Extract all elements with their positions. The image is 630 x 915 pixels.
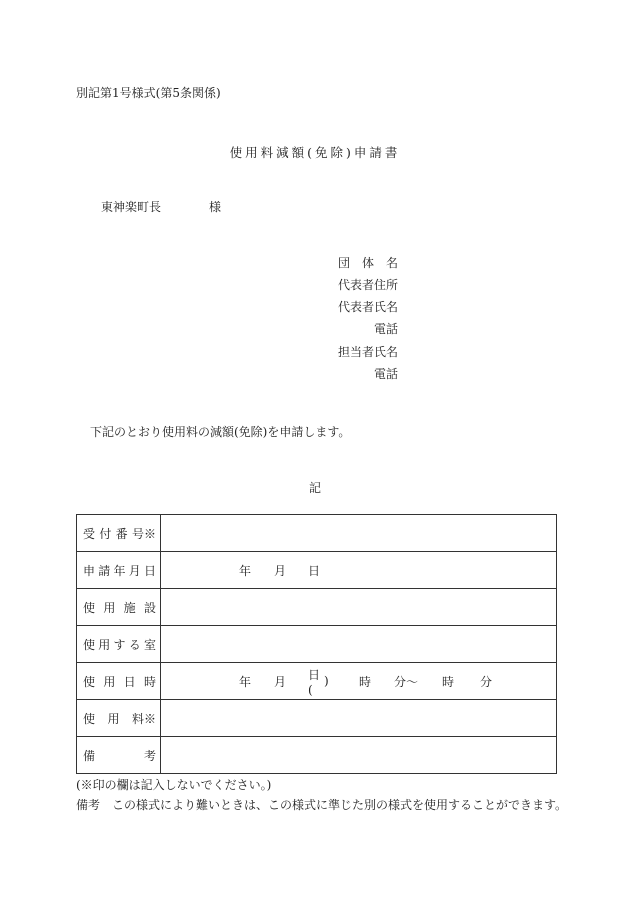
applicant-contact-phone-label: 電話 xyxy=(373,367,398,381)
applicant-rep-name-label: 代表者氏名 xyxy=(337,300,398,314)
label-char: 使 xyxy=(83,600,96,615)
facility-field[interactable] xyxy=(161,589,557,626)
label-char: 月 xyxy=(128,563,141,578)
label-char: 申 xyxy=(83,563,96,578)
label-room xyxy=(77,626,161,663)
applicant-contact-name-label: 担当者氏名 xyxy=(337,345,398,359)
label-application-date xyxy=(77,552,161,589)
label-char: る xyxy=(128,637,141,652)
dt-unit-start-hour: 時 xyxy=(359,674,372,689)
label-receipt-number xyxy=(77,515,161,552)
form-number: 別記第1号様式(第5条関係) xyxy=(76,86,221,100)
label-char: 年 xyxy=(113,563,126,578)
label-remarks xyxy=(77,737,161,774)
dt-unit-day: 日( xyxy=(308,667,321,697)
request-table xyxy=(76,514,557,774)
intro-text: 下記のとおり使用料の減額(免除)を申請します。 xyxy=(90,425,351,439)
label-char: 号※ xyxy=(131,526,156,541)
label-char: 使 xyxy=(83,674,96,689)
addressee xyxy=(101,198,221,215)
room-field[interactable] xyxy=(161,626,557,663)
label-char: 日 xyxy=(143,563,156,578)
dt-unit-start-minute: 分～ xyxy=(394,674,419,689)
remarks-field[interactable] xyxy=(161,737,557,774)
label-char: 使 xyxy=(83,711,96,726)
dt-unit-end-minute: 分 xyxy=(480,674,493,689)
receipt-number-field[interactable] xyxy=(161,515,557,552)
usage-datetime-field[interactable] xyxy=(161,663,557,700)
label-char: 備 xyxy=(83,748,96,763)
addressee-honorific: 様 xyxy=(209,200,222,214)
applicant-rep-address-label: 代表者住所 xyxy=(337,278,398,292)
dt-unit-end-hour: 時 xyxy=(442,674,455,689)
label-char: 番 xyxy=(115,526,128,541)
label-char: 用 xyxy=(103,674,116,689)
label-char: す xyxy=(113,637,126,652)
document-title: 使用料減額(免除)申請書 xyxy=(229,145,401,160)
ki-heading: 記 xyxy=(308,481,321,495)
label-facility xyxy=(77,589,161,626)
label-fee xyxy=(77,700,161,737)
table-row-receipt-number xyxy=(77,515,557,552)
label-char: 施 xyxy=(123,600,136,615)
applicant-org-name-label: 団 体 名 xyxy=(337,256,398,270)
label-char: 請 xyxy=(98,563,111,578)
applicant-rep-phone-label: 電話 xyxy=(373,322,398,336)
addressee-name: 東神楽町長 xyxy=(101,200,162,214)
application-date-field[interactable] xyxy=(161,552,557,589)
label-char: 用 xyxy=(98,637,111,652)
remarks-note: 備考 この様式により難いときは、この様式に準じた別の様式を使用することができます。 xyxy=(76,798,568,812)
table-row-facility xyxy=(77,589,557,626)
label-char: 受 xyxy=(83,526,96,541)
label-char: 考 xyxy=(143,748,156,763)
label-char: 用 xyxy=(103,600,116,615)
table-row-usage-datetime xyxy=(77,663,557,700)
dt-unit-weekday-close: ) xyxy=(324,674,329,688)
dt-unit-year: 年 xyxy=(239,674,252,689)
label-char: 時 xyxy=(143,674,156,689)
table-row-fee xyxy=(77,700,557,737)
table-row-remarks xyxy=(77,737,557,774)
date-unit-year: 年 xyxy=(239,563,252,578)
table-row-room xyxy=(77,626,557,663)
note-star: (※印の欄は記入しないでください。) xyxy=(76,778,272,792)
label-char: 日 xyxy=(123,674,136,689)
fee-field[interactable] xyxy=(161,700,557,737)
label-char: 用 xyxy=(107,711,120,726)
label-char: 室 xyxy=(143,637,156,652)
date-unit-day: 日 xyxy=(308,563,321,578)
label-char: 設 xyxy=(143,600,156,615)
label-char: 付 xyxy=(99,526,112,541)
date-unit-month: 月 xyxy=(274,563,287,578)
label-usage-datetime xyxy=(77,663,161,700)
label-char: 使 xyxy=(83,637,96,652)
dt-unit-month: 月 xyxy=(274,674,287,689)
table-row-application-date xyxy=(77,552,557,589)
label-char: 料※ xyxy=(131,711,156,726)
